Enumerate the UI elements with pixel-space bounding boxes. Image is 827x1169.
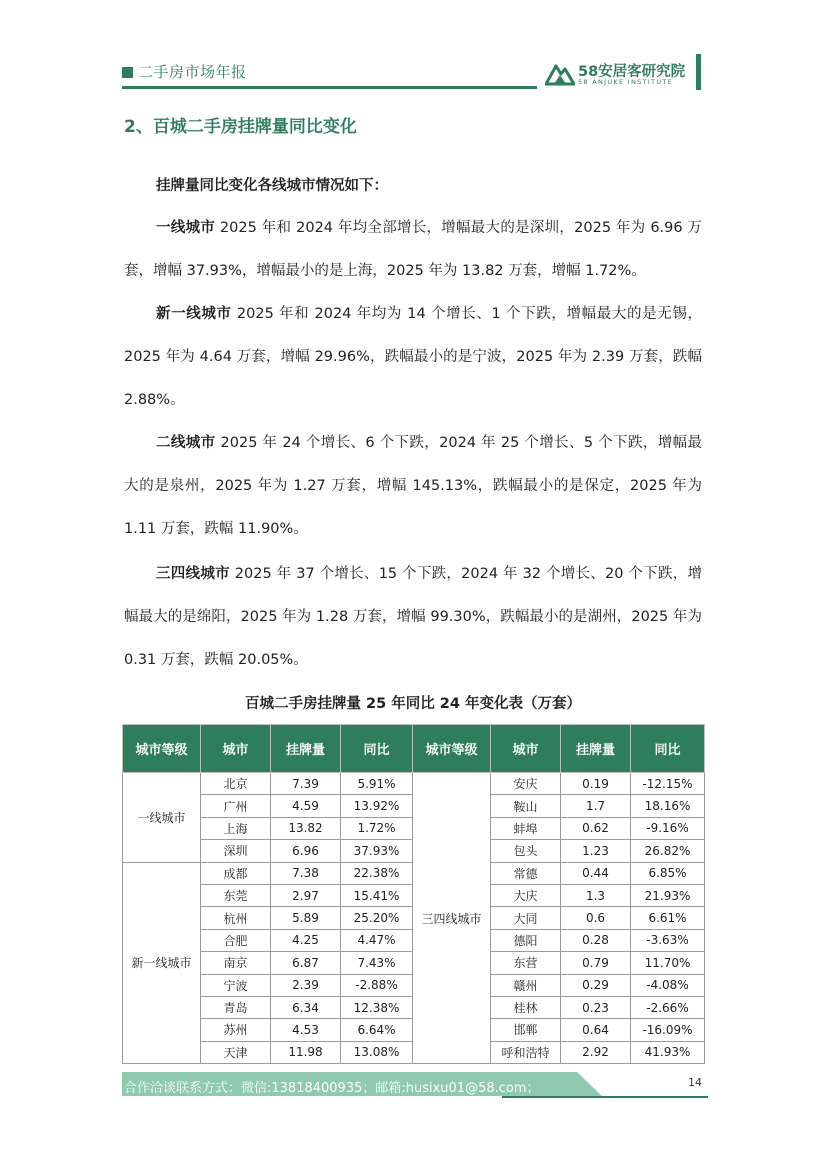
paragraph-second-tier <box>124 422 702 551</box>
volume-cell: 6.96 <box>271 840 341 862</box>
yoy-cell: 5.91% <box>341 773 413 795</box>
city-cell: 蚌埠 <box>491 817 561 839</box>
volume-cell: 6.87 <box>271 952 341 974</box>
yoy-cell: -3.63% <box>631 929 705 951</box>
yoy-cell: -9.16% <box>631 817 705 839</box>
yoy-cell: 11.70% <box>631 952 705 974</box>
city-cell: 宁波 <box>201 974 271 996</box>
city-cell: 大同 <box>491 907 561 929</box>
yoy-cell: 13.92% <box>341 795 413 817</box>
paragraph-lead: 新一线城市 <box>156 306 232 322</box>
paragraph-lead: 三四线城市 <box>156 566 230 582</box>
yoy-cell: 4.47% <box>341 929 413 951</box>
column-header: 城市 <box>201 725 271 773</box>
column-header: 同比 <box>631 725 705 773</box>
tier-cell: 新一线城市 <box>123 862 201 1064</box>
yoy-cell: 1.72% <box>341 817 413 839</box>
volume-cell: 2.39 <box>271 974 341 996</box>
city-cell: 东营 <box>491 952 561 974</box>
logo <box>545 60 705 92</box>
volume-cell: 0.79 <box>561 952 631 974</box>
volume-cell: 0.29 <box>561 974 631 996</box>
volume-cell: 1.7 <box>561 795 631 817</box>
city-cell: 上海 <box>201 817 271 839</box>
section-title: 2、百城二手房挂牌量同比变化 <box>124 117 357 137</box>
paragraph-text: 2025 年 37 个增长、15 个下跌，2024 年 32 个增长、20 个下跌，增幅最大的是绵阳，2025 年为 1.28 万套，增幅 99.30%，跌幅最小的是湖州，2025 年为 0.31 万套，跌幅 20.05%。 <box>124 566 703 668</box>
city-cell: 苏州 <box>201 1019 271 1041</box>
volume-cell: 0.28 <box>561 929 631 951</box>
volume-cell: 2.92 <box>561 1041 631 1063</box>
logo-subtitle: 58 ANJUKE INSTITUTE <box>578 78 674 86</box>
yoy-cell: 12.38% <box>341 996 413 1018</box>
yoy-cell: -2.66% <box>631 996 705 1018</box>
volume-cell: 0.44 <box>561 862 631 884</box>
city-cell: 杭州 <box>201 907 271 929</box>
paragraph-text: 2025 年和 2024 年均为 14 个增长、1 个下跌，增幅最大的是无锡，2025 年为 4.64 万套，增幅 29.96%，跌幅最小的是宁波，2025 年为 2.39 万套，跌幅 2.88%。 <box>124 306 703 408</box>
yoy-cell: 13.08% <box>341 1041 413 1063</box>
yoy-cell: 26.82% <box>631 840 705 862</box>
column-header: 城市等级 <box>123 725 201 773</box>
column-header: 同比 <box>341 725 413 773</box>
volume-cell: 13.82 <box>271 817 341 839</box>
yoy-cell: -2.88% <box>341 974 413 996</box>
volume-cell: 11.98 <box>271 1041 341 1063</box>
header-rule <box>122 86 537 89</box>
volume-cell: 1.3 <box>561 884 631 906</box>
city-cell: 深圳 <box>201 840 271 862</box>
yoy-cell: 18.16% <box>631 795 705 817</box>
city-cell: 桂林 <box>491 996 561 1018</box>
city-cell: 北京 <box>201 773 271 795</box>
logo-bar <box>696 54 701 90</box>
yoy-cell: 6.64% <box>341 1019 413 1041</box>
volume-cell: 2.97 <box>271 884 341 906</box>
city-cell: 德阳 <box>491 929 561 951</box>
city-cell: 天津 <box>201 1041 271 1063</box>
yoy-cell: 25.20% <box>341 907 413 929</box>
table-row <box>123 773 705 795</box>
volume-cell: 7.38 <box>271 862 341 884</box>
paragraph-text: 2025 年和 2024 年均全部增长，增幅最大的是深圳，2025 年为 6.96 万套，增幅 37.93%，增幅最小的是上海，2025 年为 13.82 万套，增幅 1.72%。 <box>124 220 702 279</box>
volume-cell: 0.23 <box>561 996 631 1018</box>
footer-contact: 合作洽谈联系方式：微信:13818400935；邮箱:husixu01@58.com； <box>124 1081 540 1096</box>
volume-cell: 5.89 <box>271 907 341 929</box>
listing-change-table <box>122 724 705 1064</box>
city-cell: 邯郸 <box>491 1019 561 1041</box>
city-cell: 大庆 <box>491 884 561 906</box>
intro-paragraph: 挂牌量同比变化各线城市情况如下： <box>156 178 388 194</box>
volume-cell: 0.6 <box>561 907 631 929</box>
city-cell: 赣州 <box>491 974 561 996</box>
column-header: 城市 <box>491 725 561 773</box>
volume-cell: 6.34 <box>271 996 341 1018</box>
volume-cell: 7.39 <box>271 773 341 795</box>
yoy-cell: -16.09% <box>631 1019 705 1041</box>
volume-cell: 4.59 <box>271 795 341 817</box>
header-title: 二手房市场年报 <box>138 63 247 81</box>
paragraph-lead: 二线城市 <box>156 435 216 451</box>
city-cell: 成都 <box>201 862 271 884</box>
paragraph-lead: 一线城市 <box>156 220 216 236</box>
yoy-cell: 22.38% <box>341 862 413 884</box>
yoy-cell: 21.93% <box>631 884 705 906</box>
header-square-icon <box>122 67 133 78</box>
page-footer <box>122 1072 708 1102</box>
tier-cell: 一线城市 <box>123 773 201 863</box>
city-cell: 东莞 <box>201 884 271 906</box>
volume-cell: 4.53 <box>271 1019 341 1041</box>
paragraph-third-fourth-tier <box>124 553 702 682</box>
city-cell: 呼和浩特 <box>491 1041 561 1063</box>
city-cell: 南京 <box>201 952 271 974</box>
yoy-cell: 6.85% <box>631 862 705 884</box>
city-cell: 广州 <box>201 795 271 817</box>
volume-cell: 0.64 <box>561 1019 631 1041</box>
volume-cell: 1.23 <box>561 840 631 862</box>
logo-mark-icon <box>545 62 575 86</box>
column-header: 挂牌量 <box>271 725 341 773</box>
yoy-cell: 37.93% <box>341 840 413 862</box>
volume-cell: 0.62 <box>561 817 631 839</box>
yoy-cell: 41.93% <box>631 1041 705 1063</box>
city-cell: 包头 <box>491 840 561 862</box>
yoy-cell: 6.61% <box>631 907 705 929</box>
page-number: 14 <box>688 1076 702 1089</box>
paragraph-new-first-tier <box>124 293 702 422</box>
yoy-cell: -4.08% <box>631 974 705 996</box>
tier-cell: 三四线城市 <box>413 773 491 1064</box>
logo-name: 58安居客研究院 <box>578 64 686 80</box>
volume-cell: 4.25 <box>271 929 341 951</box>
yoy-cell: 7.43% <box>341 952 413 974</box>
yoy-cell: -12.15% <box>631 773 705 795</box>
city-cell: 合肥 <box>201 929 271 951</box>
table-header-row <box>123 725 705 773</box>
city-cell: 鞍山 <box>491 795 561 817</box>
paragraph-first-tier <box>124 207 702 293</box>
volume-cell: 0.19 <box>561 773 631 795</box>
column-header: 城市等级 <box>413 725 491 773</box>
city-cell: 安庆 <box>491 773 561 795</box>
yoy-cell: 15.41% <box>341 884 413 906</box>
city-cell: 青岛 <box>201 996 271 1018</box>
paragraph-text: 2025 年 24 个增长、6 个下跌，2024 年 25 个增长、5 个下跌，增幅最大的是泉州，2025 年为 1.27 万套，增幅 145.13%，跌幅最小的是保定，2025 年为 1.11 万套，跌幅 11.90%。 <box>124 435 702 537</box>
column-header: 挂牌量 <box>561 725 631 773</box>
city-cell: 常德 <box>491 862 561 884</box>
table-title: 百城二手房挂牌量 25 年同比 24 年变化表（万套） <box>244 696 582 712</box>
